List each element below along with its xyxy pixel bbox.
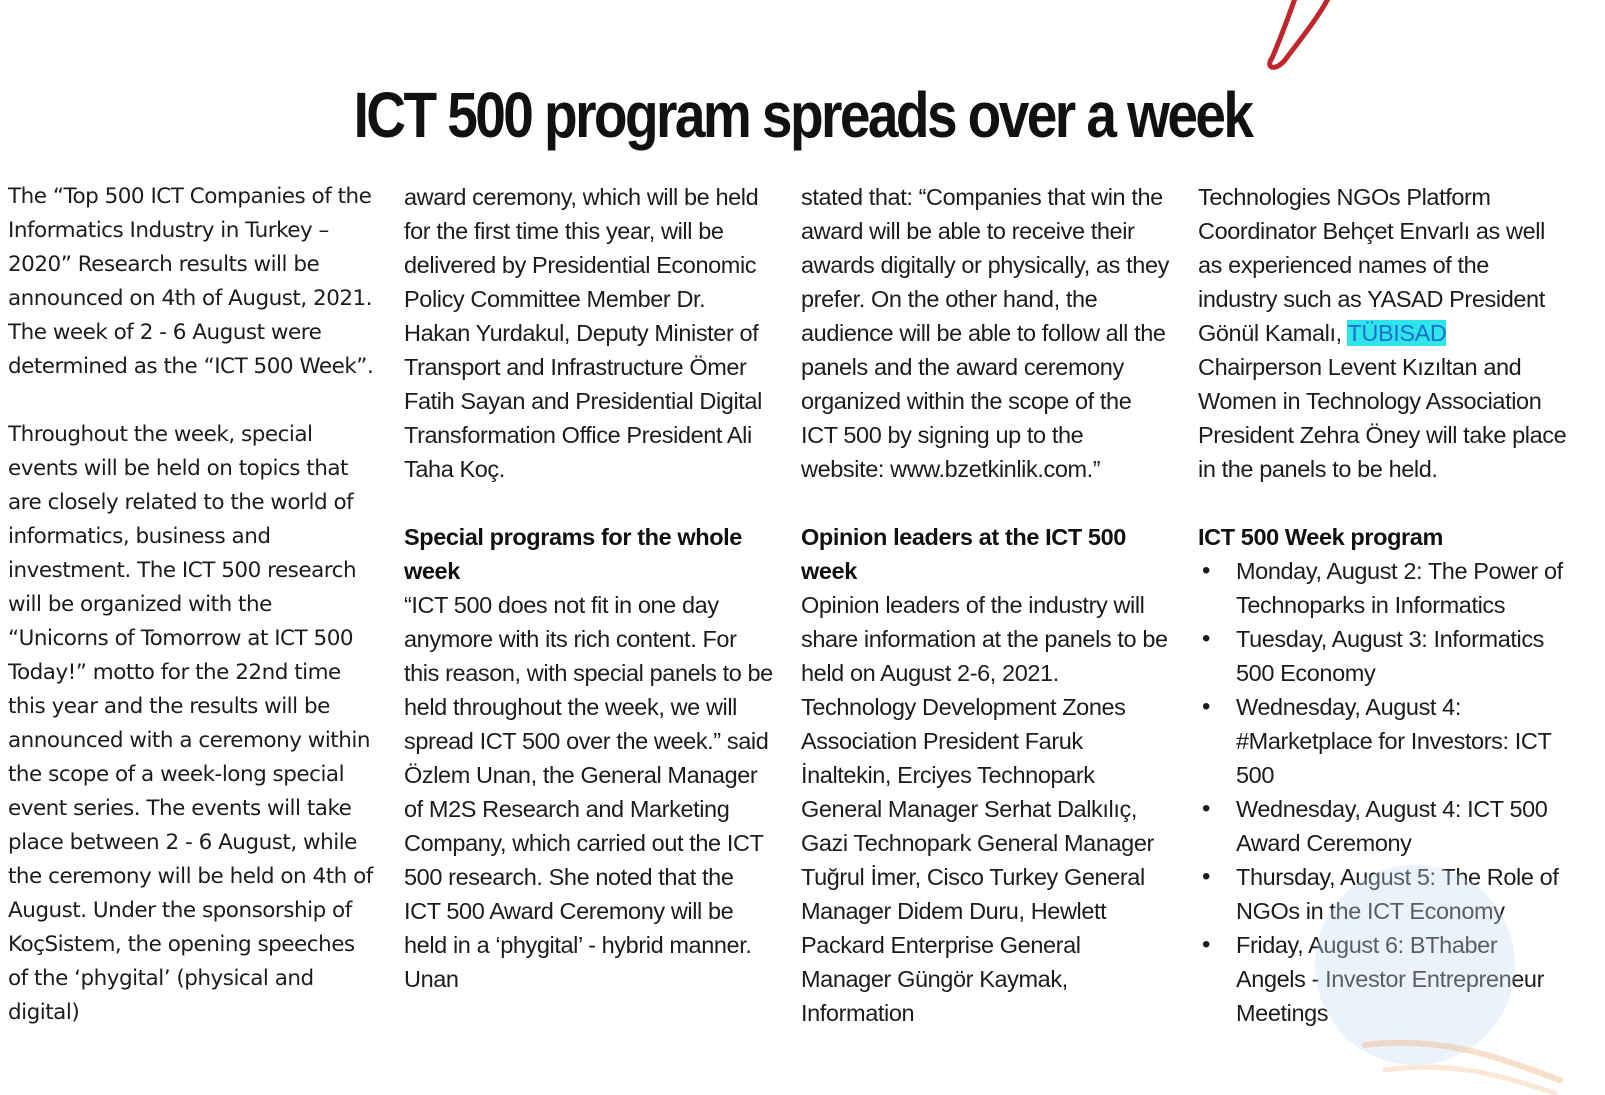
column-3 bbox=[801, 180, 1171, 1030]
program-item: • Wednesday, August 4: #Marketplace for Investors: ICT 500 bbox=[1198, 690, 1568, 792]
col4-paragraph-1 bbox=[1198, 180, 1568, 486]
program-item: • Thursday, August 5: The Role of NGOs in the ICT Economy bbox=[1198, 860, 1568, 928]
program-item: • Monday, August 2: The Power of Technoparks in Informatics bbox=[1198, 554, 1568, 622]
col3-paragraph-2: Opinion leaders of the industry will share information at the panels to be held on August 2-6, 2021. Technology Development Zones Association President Faruk İnaltekin, Erciyes Technopark General Manager Serhat Dalkılıç, Gazi Technopark General Manager Tuğrul İmer, Cisco Turkey General Manager Didem Duru, Hewlett Packard Enterprise General Manager Güngör Kaymak, Information bbox=[801, 592, 1168, 1026]
col2-subheading: Special programs for the whole week bbox=[404, 524, 742, 584]
script-logo-icon bbox=[1010, 0, 1370, 70]
col4-text-before: Technologies NGOs Platform Coordinator Behçet Envarlı as well as experienced names of the industry such as YASAD President Gönül Kamalı, bbox=[1198, 184, 1545, 346]
col3-subheading: Opinion leaders at the ICT 500 week bbox=[801, 524, 1126, 584]
program-item: • Wednesday, August 4: ICT 500 Award Ceremony bbox=[1198, 792, 1568, 860]
program-item: • Tuesday, August 3: Informatics 500 Economy bbox=[1198, 622, 1568, 690]
program-item: • Friday, August 6: BThaber Angels - Investor Entrepreneur Meetings bbox=[1198, 928, 1568, 1030]
col4-subheading: ICT 500 Week program bbox=[1198, 524, 1443, 550]
col3-paragraph-1: stated that: “Companies that win the award will be able to receive their awards digitally or physically, as they prefer. On the other hand, the audience will be able to follow all the panels and the award ceremony organized within the scope of the ICT 500 by signing up to the website: www.bzetkinlik.com.” bbox=[801, 184, 1169, 482]
col2-paragraph-1: award ceremony, which will be held for the first time this year, will be delivered by Presidential Economic Policy Committee Member Dr. Hakan Yurdakul, Deputy Minister of Transport and Infrastructure Ömer Fatih Sayan and Presidential Digital Transformation Office President Ali Taha Koç. bbox=[404, 184, 762, 482]
article-headline: ICT 500 program spreads over a week bbox=[353, 79, 1252, 151]
column-1 bbox=[8, 180, 378, 1030]
col1-paragraph-2: Throughout the week, special events will be held on topics that are closely related to the world of informatics, business and investment. The ICT 500 research will be organized with the “Unicorns of Tomorrow at ICT 500 Today!” motto for the 22nd time this year and the results will be announced with a ceremony within the scope of a week-long special event series. The events will take place between 2 - 6 August, while the ceremony will be held on 4th of August. Under the sponsorship of KoçSistem, the opening speeches of the ‘phygital’ (physical and digital) bbox=[8, 422, 373, 1025]
col2-paragraph-2: “ICT 500 does not fit in one day anymore with its rich content. For this reason, with special panels to be held throughout the week, we will spread ICT 500 over the week.” said Özlem Unan, the General Manager of M2S Research and Marketing Company, which carried out the ICT 500 research. She noted that the ICT 500 Award Ceremony will be held in a ‘phygital’ - hybrid manner. Unan bbox=[404, 592, 773, 992]
column-2 bbox=[404, 180, 774, 996]
column-4 bbox=[1198, 180, 1568, 1030]
program-list bbox=[1198, 554, 1568, 1030]
highlighted-word: TÜBISAD bbox=[1347, 320, 1447, 346]
col1-paragraph-1: The “Top 500 ICT Companies of the Informatics Industry in Turkey – 2020” Research results will be announced on 4th of August, 2021. The week of 2 - 6 August were determined as the “ICT 500 Week”. bbox=[8, 184, 374, 379]
col4-text-after: Chairperson Levent Kızıltan and Women in Technology Association President Zehra Öney will take place in the panels to be held. bbox=[1198, 354, 1567, 482]
